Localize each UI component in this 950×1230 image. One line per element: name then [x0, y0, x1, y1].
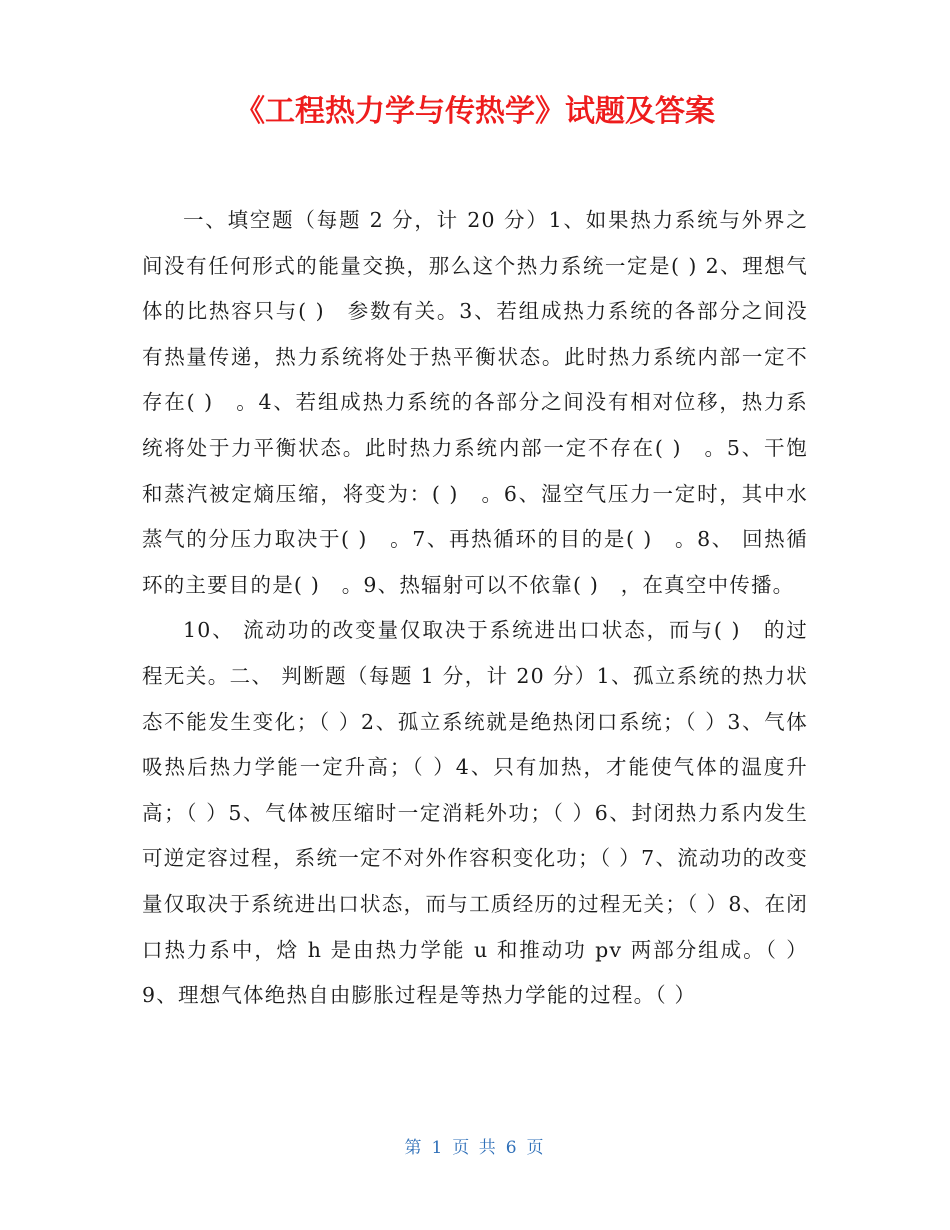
document-title: 《工程热力学与传热学》试题及答案	[235, 94, 715, 129]
document-body	[142, 198, 808, 1019]
footer-suffix: 页	[526, 1138, 546, 1158]
page-footer	[0, 1133, 950, 1158]
paragraph-true-false-questions: 10、 流动功的改变量仅取决于系统进出口状态，而与( ) 的过程无关。二、 判断题（每题 1 分，计 20 分）1、孤立系统的热力状态不能发生变化；（ ）2、孤立系统就是绝热闭口系统；（ ）3、气体吸热后热力学能一定升高；（ ）4、只有加热，才能使气体的温度升高；（ ）5、气体被压缩时一定消耗外功；（ ）6、封闭热力系内发生可逆定容过程，系统一定不对外作容积变化功；（ ）7、流动功的改变量仅取决于系统进出口状态，而与工质经历的过程无关；（ ）8、在闭口热力系中，焓 h 是由热力学能 u 和推动功 pv 两部分组成。（ ）9、理想气体绝热自由膨胀过程是等热力学能的过程。（ ）	[142, 618, 808, 1008]
footer-prefix: 第	[404, 1138, 424, 1158]
paragraph-fill-in-questions: 一、填空题（每题 2 分，计 20 分）1、如果热力系统与外界之间没有任何形式的能量交换，那么这个热力系统一定是( ) 2、理想气体的比热容只与( ) 参数有关。3、若组成热力系统的各部分之间没有热量传递，热力系统将处于热平衡状态。此时热力系统内部一定不存在( ) 。4、若组成热力系统的各部分之间没有相对位移，热力系统将处于力平衡状态。此时热力系统内部一定不存在( ) 。5、干饱和蒸汽被定熵压缩，将变为：( ) 。6、湿空气压力一定时，其中水蒸气的分压力取决于( ) 。7、再热循环的目的是( ) 。8、 回热循环的主要目的是( ) 。9、热辐射可以不依靠( ) ，在真空中传播。	[142, 208, 808, 597]
current-page-number: 1	[431, 1138, 445, 1158]
total-page-count: 6	[505, 1138, 519, 1158]
footer-middle: 页 共	[452, 1138, 498, 1158]
